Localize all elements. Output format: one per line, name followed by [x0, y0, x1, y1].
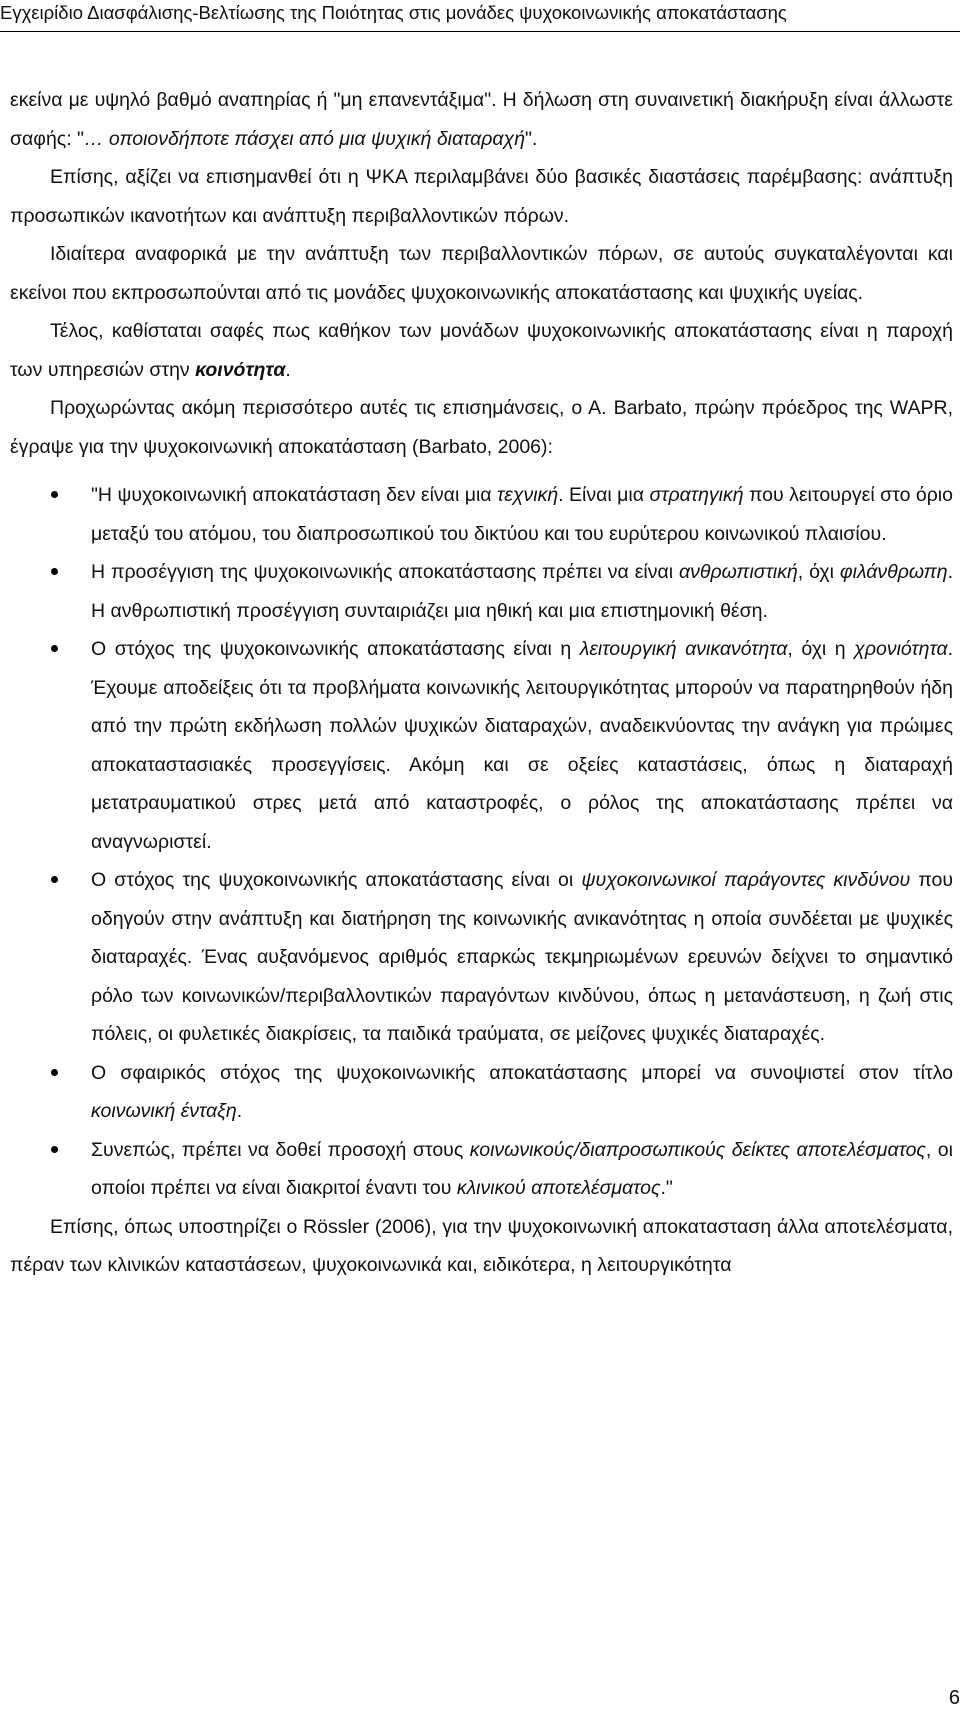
list-item	[10, 630, 953, 861]
header-rule	[0, 31, 960, 32]
bullet-icon	[51, 645, 58, 652]
closing-paragraph: Επίσης, όπως υποστηρίζει ο Rössler (2006), για την ψυχοκοινωνική αποκατασταση άλλα αποτελέσματα, πέραν των κλινικών καταστάσεων, ψυχοκοινωνικά και, ειδικότερα, η λειτουργικότητα	[10, 1215, 953, 1276]
paragraph-1	[10, 81, 953, 158]
text-run: .	[285, 358, 291, 381]
text-run: που λειτουργεί στο όριο μεταξύ του ατόμου, του διαπροσωπικού του δικτύου και του ευρύτερου κοινωνικού πλαισίου.	[91, 484, 953, 545]
text-run: εκείνα με υψηλό βαθμό αναπηρίας ή "μη επανεντάξιμα". Η δήλωση στη συναινετική διακήρυξη είναι άλλωστε σαφής: "	[10, 89, 953, 150]
italic-term: τεχνική	[497, 484, 559, 506]
italic-quote: … οποιονδήποτε πάσχει από μια ψυχική διαταραχή	[83, 127, 526, 150]
paragraph-3: Ιδιαίτερα αναφορικά με την ανάπτυξη των περιβαλλοντικών πόρων, σε αυτούς συγκαταλέγονται και εκείνοι που εκπροσωπούνται από τις μονάδες ψυχοκοινωνικής αποκατάστασης και ψυχικής υγείας.	[10, 243, 953, 304]
italic-term: κοινωνικούς/διαπροσωπικούς δείκτες αποτελέσματος	[469, 1138, 926, 1161]
page-number: 6	[948, 1687, 960, 1709]
text-run: , όχι η	[787, 638, 855, 660]
text-run: Τέλος, καθίσταται σαφές πως καθήκον των μονάδων ψυχοκοινωνικής αποκατάστασης είναι η παροχή των υπηρεσιών στην	[10, 320, 953, 381]
text-run: , όχι	[797, 561, 840, 583]
text-run: Ο στόχος της ψυχοκοινωνικής αποκατάστασης είναι οι	[91, 869, 582, 891]
italic-term: ψυχοκοινωνικοί παράγοντες κινδύνου	[581, 869, 911, 891]
italic-term: κλινικού αποτελέσματος	[456, 1177, 661, 1199]
text-run: , οι οποίοι πρέπει να είναι διακριτοί έναντι του	[91, 1138, 953, 1199]
page-header	[0, 0, 960, 30]
text-run: . Η ανθρωπιστική προσέγγιση συνταιριάζει μια ηθική και μια επιστημονική θέση.	[91, 561, 953, 622]
text-run: Ο σφαιρικός στόχος της ψυχοκοινωνικής αποκατάστασης μπορεί να συνοψιστεί στον τίτλο	[91, 1061, 953, 1084]
document-body	[10, 81, 953, 1285]
list-item	[10, 1054, 953, 1131]
bullet-icon	[51, 1146, 58, 1153]
bullet-icon	[51, 568, 58, 575]
bullet-list	[10, 476, 953, 1208]
bullet-icon	[51, 876, 58, 883]
text-run: Ο στόχος της ψυχοκοινωνικής αποκατάστασης είναι η	[91, 638, 580, 660]
italic-term: φιλάνθρωπη	[839, 561, 948, 583]
text-run: . Είναι μια	[558, 484, 650, 506]
text-run: "Η ψυχοκοινωνική αποκατάσταση δεν είναι μια	[91, 484, 497, 506]
list-item	[10, 553, 953, 630]
text-run: . Έχουμε αποδείξεις ότι τα προβλήματα κοινωνικής λειτουργικότητας μπορούν να παρατηρηθούν ήδη από την πρώτη εκδήλωση πολλών ψυχικών διαταραχών, αναδεικνύοντας την ανάγκη για πρώιμες αποκαταστασιακές προσεγγίσεις. Ακόμη και σε οξείες καταστάσεις, όπως η διαταραχή μετατραυματικού στρες μετά από καταστροφές, ο ρόλος της αποκατάστασης πρέπει να αναγνωριστεί.	[91, 638, 954, 853]
bullet-icon	[51, 491, 58, 498]
list-item	[10, 476, 953, 553]
spacer	[10, 466, 953, 476]
italic-term: ανθρωπιστική	[679, 561, 798, 583]
paragraph-2: Επίσης, αξίζει να επισημανθεί ότι η ΨΚΑ περιλαμβάνει δύο βασικές διαστάσεις παρέμβασης: ανάπτυξη προσωπικών ικανοτήτων και ανάπτυξη περιβαλλοντικών πόρων.	[10, 166, 953, 227]
list-item	[10, 1131, 953, 1208]
italic-term: κοινωνική ένταξη	[91, 1100, 237, 1122]
paragraph-5: Προχωρώντας ακόμη περισσότερο αυτές τις επισημάνσεις, ο Α. Barbato, πρώην πρόεδρος της WAPR, έγραψε για την ψυχοκοινωνική αποκατάσταση (Barbato, 2006):	[10, 397, 953, 458]
text-run: ."	[660, 1177, 673, 1199]
text-run: .	[236, 1100, 243, 1122]
emphasis-community: κοινότητα	[195, 358, 286, 381]
header-title: Εγχειρίδιο Διασφάλισης-Βελτίωσης της Ποιότητας στις μονάδες ψυχοκοινωνικής αποκατάστασης	[0, 2, 787, 23]
italic-term: στρατηγική	[649, 484, 744, 506]
list-item	[10, 861, 953, 1054]
italic-term: λειτουργική ανικανότητα	[579, 638, 788, 660]
bullet-icon	[51, 1069, 58, 1076]
text-run: που οδηγούν στην ανάπτυξη και διατήρηση της κοινωνικής ανικανότητας η οποία συνδέεται με ψυχικές διαταραχές. Ένας αυξανόμενος αριθμός επαρκώς τεκμηριωμένων ερευνών δείχνει το σημαντικό ρόλο των κοινωνικών/περιβαλλοντικών παραγόντων κινδύνου, όπως η μετανάστευση, η ζωή στις πόλεις, οι φυλετικές διακρίσεις, τα παιδικά τραύματα, σε μείζονες ψυχικές διαταραχές.	[91, 869, 953, 1045]
text-run: Συνεπώς, πρέπει να δοθεί προσοχή στους	[91, 1138, 470, 1161]
text-run: ".	[525, 127, 538, 150]
paragraph-4	[10, 312, 953, 389]
italic-term: χρονιότητα	[854, 638, 948, 660]
text-run: Η προσέγγιση της ψυχοκοινωνικής αποκατάστασης πρέπει να είναι	[91, 561, 680, 583]
